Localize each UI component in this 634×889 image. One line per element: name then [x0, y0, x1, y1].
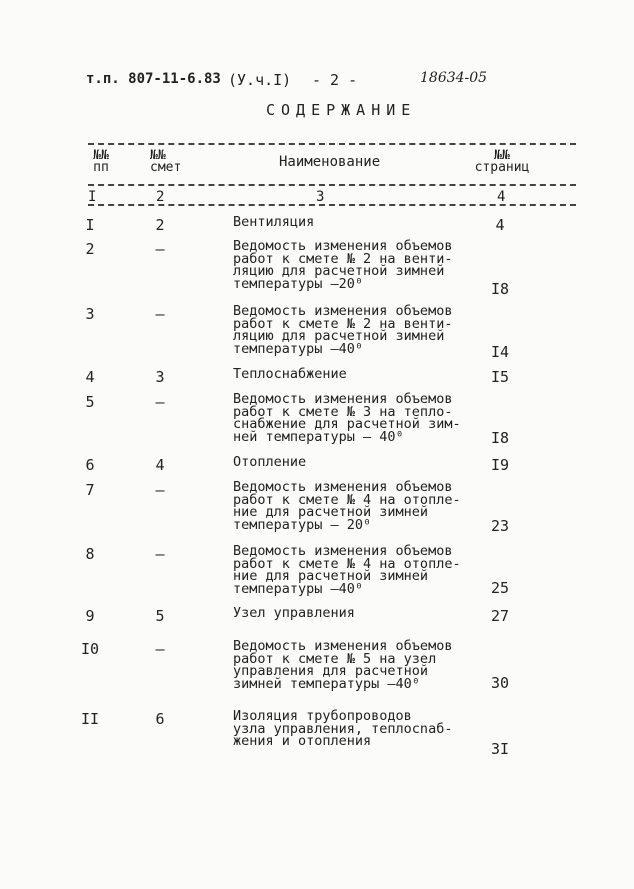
row-name-line: работ к смете № 2 на венти- [233, 250, 453, 267]
column-number-2: 2 [156, 189, 165, 205]
row-name-line: узла управления, теплосnаб- [233, 720, 453, 737]
column-header-pages [474, 150, 530, 174]
row-name-line: Ведомость изменения объемов [233, 238, 453, 254]
row-name [233, 545, 463, 595]
row-number: 5 [85, 393, 95, 411]
row-name-line: работ к смете № 3 на тепло- [233, 403, 453, 420]
row-name-line: снабжение для расчетной зим- [233, 416, 461, 432]
row-estimate-number: – [155, 640, 165, 658]
row-name [233, 305, 463, 355]
column-number-3: 3 [316, 189, 325, 205]
row-estimate-number: 2 [155, 216, 165, 234]
row-name-line: ней температуры – 40⁰ [233, 428, 404, 445]
column-header-name: Наименование [279, 154, 381, 170]
row-number: 8 [85, 545, 95, 563]
row-name-line: ние для расчетной зимней [233, 504, 429, 520]
row-page-number: I9 [490, 456, 510, 474]
row-name-line: Вентиляция [233, 214, 315, 230]
row-name [233, 481, 463, 531]
row-name-line: работ к смете № 4 на отопле- [233, 491, 461, 508]
row-number: 9 [85, 607, 95, 625]
row-name-line: Узел управления [233, 605, 355, 621]
row-page-number: 3I [490, 740, 510, 758]
row-name-line: Ведомость изменения объемов [233, 543, 453, 559]
column-number-rule [88, 204, 576, 206]
row-page-number: I8 [490, 429, 510, 447]
row-name-line: Изоляция трубопроводов [233, 708, 412, 724]
row-name-line: ляцию для расчетной зимней [233, 263, 445, 279]
column-header-number [86, 150, 116, 174]
page-number: - 2 - [312, 71, 358, 89]
table-top-rule [88, 143, 576, 145]
row-name-line: работ к смете № 5 на узел [233, 650, 437, 667]
row-name-line: температуры –40⁰ [233, 580, 364, 597]
page-title: СОДЕРЖАНИЕ [266, 101, 417, 119]
row-name-line: управления для расчетной [233, 663, 429, 679]
row-page-number: 27 [490, 607, 510, 625]
row-number: I0 [80, 640, 100, 658]
column-header-number-line2: пп [93, 160, 109, 175]
row-name-line: Ведомость изменения объемов [233, 638, 453, 654]
row-number: 6 [85, 456, 95, 474]
row-estimate-number: 6 [155, 710, 165, 728]
column-number-4: 4 [497, 189, 506, 205]
row-estimate-number: – [155, 305, 165, 323]
row-name [233, 240, 463, 290]
column-header-estimate-line2: смет [150, 160, 182, 175]
row-name [233, 393, 463, 443]
row-name-line: Теплоснабжение [233, 366, 347, 382]
row-name-line: жения и отопления [233, 733, 372, 749]
row-name-line: температуры – 20⁰ [233, 516, 372, 533]
row-name [233, 640, 463, 690]
row-name [233, 456, 463, 469]
row-name-line: Ведомость изменения объемов [233, 479, 453, 495]
row-name [233, 368, 463, 381]
row-page-number: 4 [495, 216, 505, 234]
row-number: II [80, 710, 100, 728]
row-number: 4 [85, 368, 95, 386]
row-name-line: работ к смете № 4 на отопле- [233, 555, 461, 572]
table-header-rule [88, 184, 576, 186]
row-name-line: Отопление [233, 454, 307, 470]
row-page-number: I4 [490, 343, 510, 361]
row-page-number: 25 [490, 579, 510, 597]
row-estimate-number: – [155, 481, 165, 499]
column-header-estimate [150, 150, 181, 174]
row-page-number: I5 [490, 368, 510, 386]
row-name [233, 216, 463, 229]
row-name-line: Ведомость изменения объемов [233, 303, 453, 319]
row-number: I [85, 216, 95, 234]
column-number-1: I [88, 189, 97, 205]
row-name-line: температуры –20⁰ [233, 275, 364, 292]
row-estimate-number: 4 [155, 456, 165, 474]
column-header-number-line1: №№ [93, 148, 109, 163]
row-page-number: 23 [490, 517, 510, 535]
row-name-line: температуры –40⁰ [233, 340, 364, 357]
column-header-estimate-line1: №№ [150, 148, 166, 163]
row-page-number: 30 [490, 674, 510, 692]
row-number: 2 [85, 240, 95, 258]
row-estimate-number: – [155, 240, 165, 258]
row-name-line: ние для расчетной зимней [233, 568, 429, 584]
row-name-line: Ведомость изменения объемов [233, 391, 453, 407]
row-name-line: ляцию для расчетной зимней [233, 328, 445, 344]
row-name-line: работ к смете № 2 на венти- [233, 315, 453, 332]
row-page-number: I8 [490, 280, 510, 298]
row-estimate-number: 5 [155, 607, 165, 625]
row-estimate-number: 3 [155, 368, 165, 386]
document-code: т.п. 807-11-6.83 [86, 71, 221, 87]
column-header-pages-line1: №№ [494, 148, 510, 163]
row-estimate-number: – [155, 545, 165, 563]
row-name [233, 710, 463, 748]
row-estimate-number: – [155, 393, 165, 411]
column-header-pages-line2: страниц [474, 160, 530, 175]
row-number: 7 [85, 481, 95, 499]
inventory-stamp: 18634-05 [420, 70, 488, 86]
row-name-line: зимней температуры –40⁰ [233, 675, 420, 692]
volume-label: (У.ч.I) [228, 71, 292, 89]
row-name [233, 607, 463, 620]
row-number: 3 [85, 305, 95, 323]
